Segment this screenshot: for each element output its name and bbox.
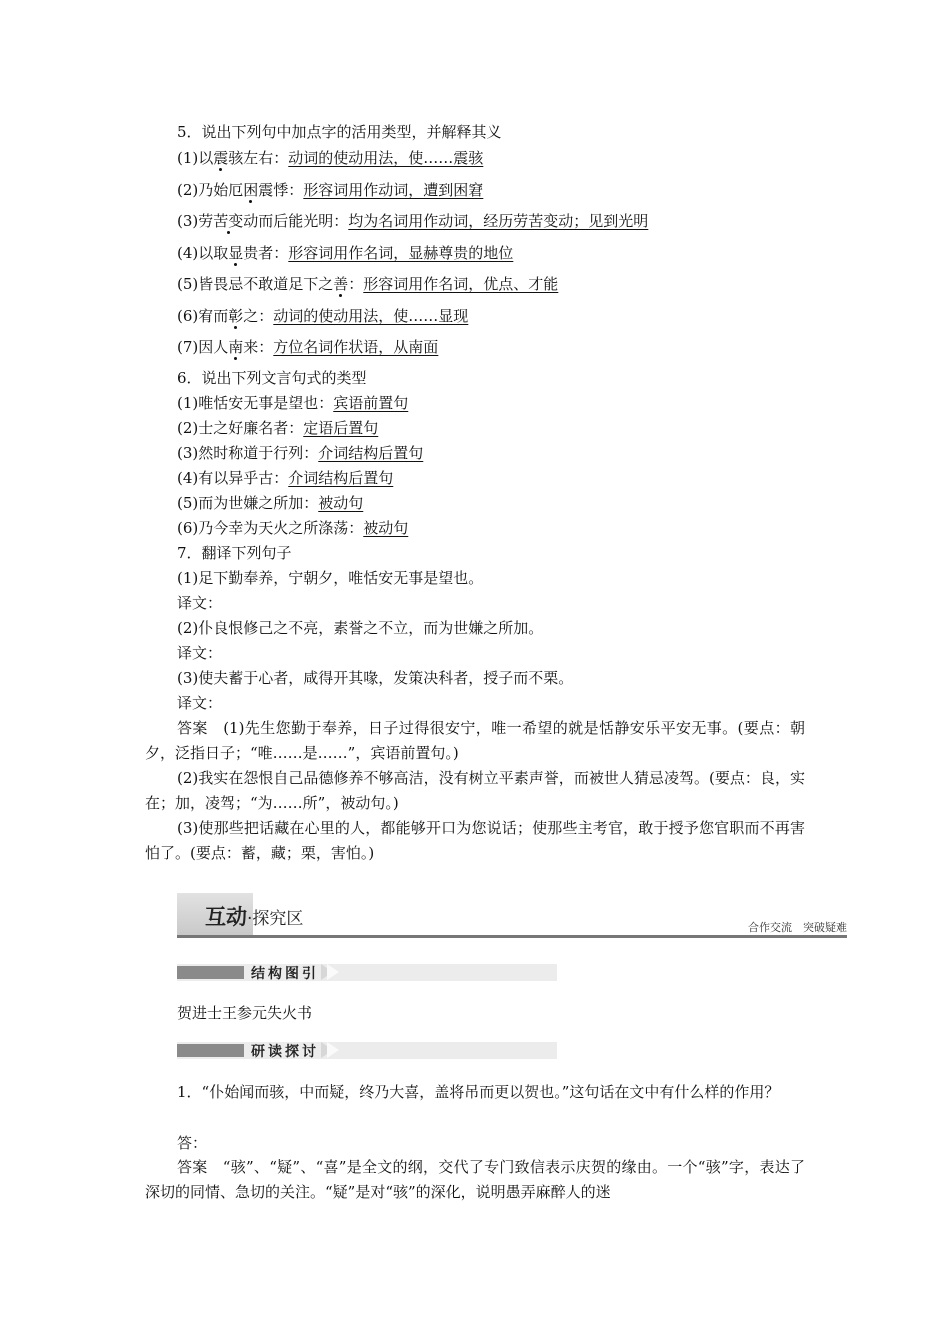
banner-title-main: 互动 xyxy=(205,905,247,929)
dotted-word: 善 xyxy=(333,275,349,293)
item-text: (4)有以异乎古： xyxy=(177,469,289,487)
answer-text: 形容词用作名词，优点、才能 xyxy=(363,275,559,293)
item-text: 之： xyxy=(243,307,274,325)
study-header xyxy=(177,1042,557,1059)
q5-item-6 xyxy=(177,306,468,326)
q7-sentence-2: (2)仆良恨修己之不亮，素誉之不立，而为世嫌之所加。 xyxy=(177,619,544,637)
item-text: 骇左右： xyxy=(228,149,289,167)
q5-item-5 xyxy=(177,274,558,294)
dotted-word: 显 xyxy=(228,244,244,262)
q5-item-2 xyxy=(177,180,483,200)
item-text: 因人 xyxy=(198,338,229,356)
study-answer-1: 答案 “骇”、“疑”、“喜”是全文的纲，交代了专门致信表示庆贺的缘由。一个“骇”字，表达了深切的同情、急切的关注。“疑”是对“骇”的深化，说明愚弄麻醉人的迷 xyxy=(145,1158,805,1201)
answer-text: 动词的使动用法，使……震骇 xyxy=(288,149,484,167)
chevron-icon xyxy=(327,964,339,980)
item-text: 皆畏忌不敢道足下之 xyxy=(198,275,334,293)
answer-text: 介词结构后置句 xyxy=(288,469,394,487)
answer-text: 宾语前置句 xyxy=(333,394,409,412)
item-text: (3)然时称道于行列： xyxy=(177,444,319,462)
item-text: 而后能光明： xyxy=(258,212,349,230)
dotted-word: 劳苦变动 xyxy=(198,212,259,230)
answer-text: 介词结构后置句 xyxy=(318,444,424,462)
banner-title-sub: ·探究区 xyxy=(247,909,304,929)
q7-answer-3: (3)使那些把话藏在心里的人，都能够开口为您说话；使那些主考官，敢于授予您官职而不再害怕了。(要点：蓄，藏；栗，害怕。) xyxy=(145,819,805,862)
item-number: (2) xyxy=(177,181,199,199)
item-number: (7) xyxy=(177,338,199,356)
q7-sentence-3: (3)使夫蓄于心者，咸得开其喙，发策决科者，授子而不栗。 xyxy=(177,669,574,687)
q5-item-7 xyxy=(177,337,438,357)
q7-stem: 7．翻译下列句子 xyxy=(177,544,292,562)
item-text: (5)而为世嫌之所加： xyxy=(177,494,319,512)
answer-text: 定语后置句 xyxy=(303,419,379,437)
chevron-icon xyxy=(327,1042,339,1058)
item-text: 乃始厄 xyxy=(198,181,244,199)
item-number: (6) xyxy=(177,307,199,325)
translation-label: 译文： xyxy=(177,594,223,612)
q5-item-4 xyxy=(177,243,513,263)
section-banner xyxy=(177,893,847,938)
dotted-word: 南 xyxy=(228,338,244,356)
item-text: 贵者： xyxy=(243,244,289,262)
q6-item-1 xyxy=(177,393,408,413)
item-text: 宥而 xyxy=(198,307,229,325)
answer-text: 形容词用作名词，显赫尊贵的地位 xyxy=(288,244,514,262)
answer-text: 形容词用作动词，遭到困窘 xyxy=(303,181,484,199)
q6-item-3 xyxy=(177,443,423,463)
answer-text: 方位名词作状语，从南面 xyxy=(273,338,439,356)
dotted-word: 震 xyxy=(213,149,229,167)
item-text: (6)乃今幸为天火之所涤荡： xyxy=(177,519,364,537)
translation-label: 译文： xyxy=(177,644,223,662)
study-header-label: 研读探讨 xyxy=(251,1044,319,1060)
item-text: 以 xyxy=(198,149,214,167)
structure-header xyxy=(177,964,557,981)
q7-answer-1: 答案 (1)先生您勤于奉养，日子过得很安宁，唯一希望的就是恬静安乐平安无事。(要点：朝夕，泛指日子；“唯……是……”，宾语前置句。) xyxy=(145,719,805,762)
item-text: 来： xyxy=(243,338,274,356)
q5-stem: 5．说出下列句中加点字的活用类型，并解释其义 xyxy=(177,123,502,141)
q7-sentence-1: (1)足下勤奉养，宁朝夕，唯恬安无事是望也。 xyxy=(177,569,484,587)
item-text: (2)士之好廉名者： xyxy=(177,419,304,437)
answer-text: 均为名词用作动词，经历劳苦变动；见到光明 xyxy=(348,212,649,230)
item-number: (4) xyxy=(177,244,199,262)
dotted-word: 彰 xyxy=(228,307,244,325)
q5-item-3 xyxy=(177,211,648,231)
structure-header-label: 结构图引 xyxy=(251,966,319,982)
header-bar xyxy=(177,1044,244,1057)
item-text: (1)唯恬安无事是望也： xyxy=(177,394,334,412)
item-number: (1) xyxy=(177,149,199,167)
banner-title xyxy=(205,901,303,931)
banner-rule xyxy=(177,935,847,938)
q6-item-4 xyxy=(177,468,393,488)
study-question-1: 1．“仆始闻而骇，中而疑，终乃大喜，盖将吊而更以贺也。”这句话在文中有什么样的作用？ xyxy=(177,1083,780,1101)
answer-text: 被动句 xyxy=(363,519,409,537)
item-text: 以取 xyxy=(198,244,229,262)
header-bar xyxy=(177,966,244,979)
structure-text: 贺进士王参元失火书 xyxy=(177,1004,313,1022)
answer-label: 答： xyxy=(177,1134,208,1152)
q6-item-6 xyxy=(177,518,408,538)
q6-item-5 xyxy=(177,493,363,513)
banner-tagline: 合作交流 突破疑难 xyxy=(748,921,847,934)
item-number: (3) xyxy=(177,212,199,230)
answer-text: 被动句 xyxy=(318,494,364,512)
q6-item-2 xyxy=(177,418,378,438)
q7-answer-2: (2)我实在怨恨自己品德修养不够高洁，没有树立平素声誉，而被世人猜忌凌驾。(要点：良，实在；加，凌驾；“为……所”，被动句。) xyxy=(145,769,805,812)
item-number: (5) xyxy=(177,275,199,293)
q6-stem: 6．说出下列文言句式的类型 xyxy=(177,369,367,387)
item-text: 震悸： xyxy=(258,181,304,199)
q5-item-1 xyxy=(177,148,483,168)
translation-label: 译文： xyxy=(177,694,223,712)
dotted-word: 困 xyxy=(243,181,259,199)
item-text: ： xyxy=(348,275,364,293)
answer-text: 动词的使动用法，使……显现 xyxy=(273,307,469,325)
